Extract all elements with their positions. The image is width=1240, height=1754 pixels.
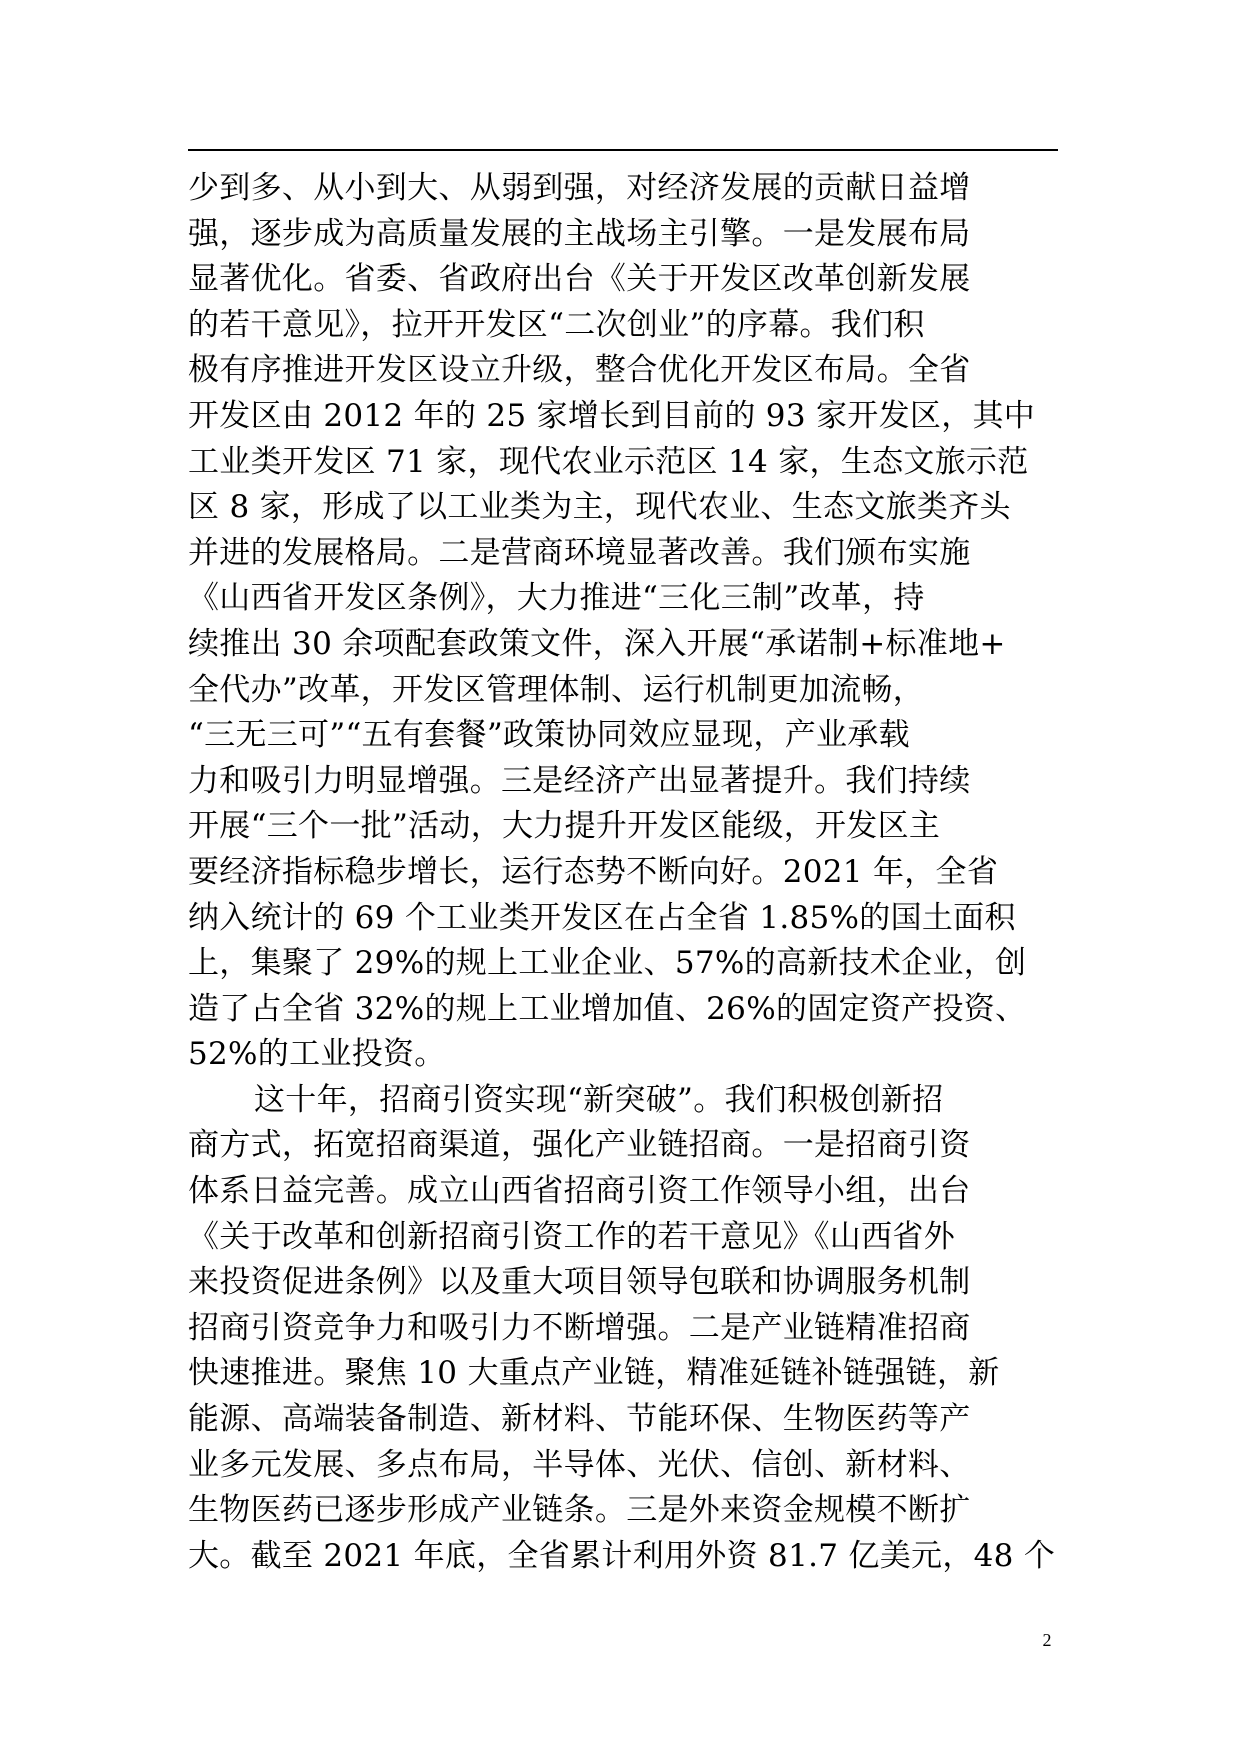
text-line: 大。截至 2021 年底，全省累计利用外资 81.7 亿美元，48 个 [188, 1537, 1056, 1574]
text-line: 上，集聚了 29%的规上工业企业、57%的高新技术企业，创 [188, 945, 1027, 982]
text-line: 快速推进。聚焦 10 大重点产业链，精准延链补链强链，新 [188, 1355, 1000, 1392]
text-line: “三无三可”“五有套餐”政策协同效应显现，产业承载 [188, 717, 910, 754]
paragraph-start-line: 这十年，招商引资实现“新突破”。我们积极创新招 [254, 1081, 944, 1118]
text-line: 的若干意见》，拉开开发区“二次创业”的序幕。我们积 [188, 306, 925, 343]
text-line: 力和吸引力明显增强。三是经济产出显著提升。我们持续 [188, 762, 971, 799]
text-line: 要经济指标稳步增长，运行态势不断向好。2021 年，全省 [188, 853, 999, 890]
body-text [188, 166, 1068, 1579]
text-line: 商方式，拓宽招商渠道，强化产业链招商。一是招商引资 [188, 1127, 971, 1164]
header-rule [188, 149, 1058, 151]
text-line: 纳入统计的 69 个工业类开发区在占全省 1.85%的国土面积 [188, 899, 1016, 936]
text-line: 全代办”改革，开发区管理体制、运行机制更加流畅， [188, 671, 925, 708]
text-line: 极有序推进开发区设立升级，整合优化开发区布局。全省 [188, 352, 971, 389]
text-line: 区 8 家，形成了以工业类为主，现代农业、生态文旅类齐头 [188, 489, 1011, 526]
page-number: 2 [1042, 1630, 1052, 1650]
text-line: 52%的工业投资。 [188, 1036, 446, 1073]
text-line: 强，逐步成为高质量发展的主战场主引擎。一是发展布局 [188, 215, 971, 252]
text-line: 生物医药已逐步形成产业链条。三是外来资金规模不断扩 [188, 1492, 971, 1529]
text-line: 《山西省开发区条例》，大力推进“三化三制”改革，持 [188, 580, 925, 617]
text-line: 显著优化。省委、省政府出台《关于开发区改革创新发展 [188, 261, 971, 298]
text-line: 开发区由 2012 年的 25 家增长到目前的 93 家开发区，其中 [188, 397, 1036, 434]
text-line: 少到多、从小到大、从弱到强，对经济发展的贡献日益增 [188, 170, 971, 206]
text-line: 并进的发展格局。二是营商环境显著改善。我们颁布实施 [188, 534, 971, 571]
text-line: 续推出 30 余项配套政策文件，深入开展“承诺制+标准地+ [188, 625, 1006, 662]
text-line: 造了占全省 32%的规上工业增加值、26%的固定资产投资、 [188, 990, 1027, 1027]
text-line: 《关于改革和创新招商引资工作的若干意见》《山西省外 [188, 1218, 955, 1255]
text-line: 来投资促进条例》以及重大项目领导包联和协调服务机制 [188, 1264, 971, 1301]
text-line: 工业类开发区 71 家，现代农业示范区 14 家，生态文旅示范 [188, 443, 1029, 480]
text-line: 招商引资竞争力和吸引力不断增强。二是产业链精准招商 [188, 1309, 971, 1346]
text-line: 能源、高端装备制造、新材料、节能环保、生物医药等产 [188, 1401, 971, 1438]
text-line: 开展“三个一批”活动，大力提升开发区能级，开发区主 [188, 808, 941, 845]
text-line: 体系日益完善。成立山西省招商引资工作领导小组，出台 [188, 1173, 971, 1210]
text-line: 业多元发展、多点布局，半导体、光伏、信创、新材料、 [188, 1446, 971, 1483]
